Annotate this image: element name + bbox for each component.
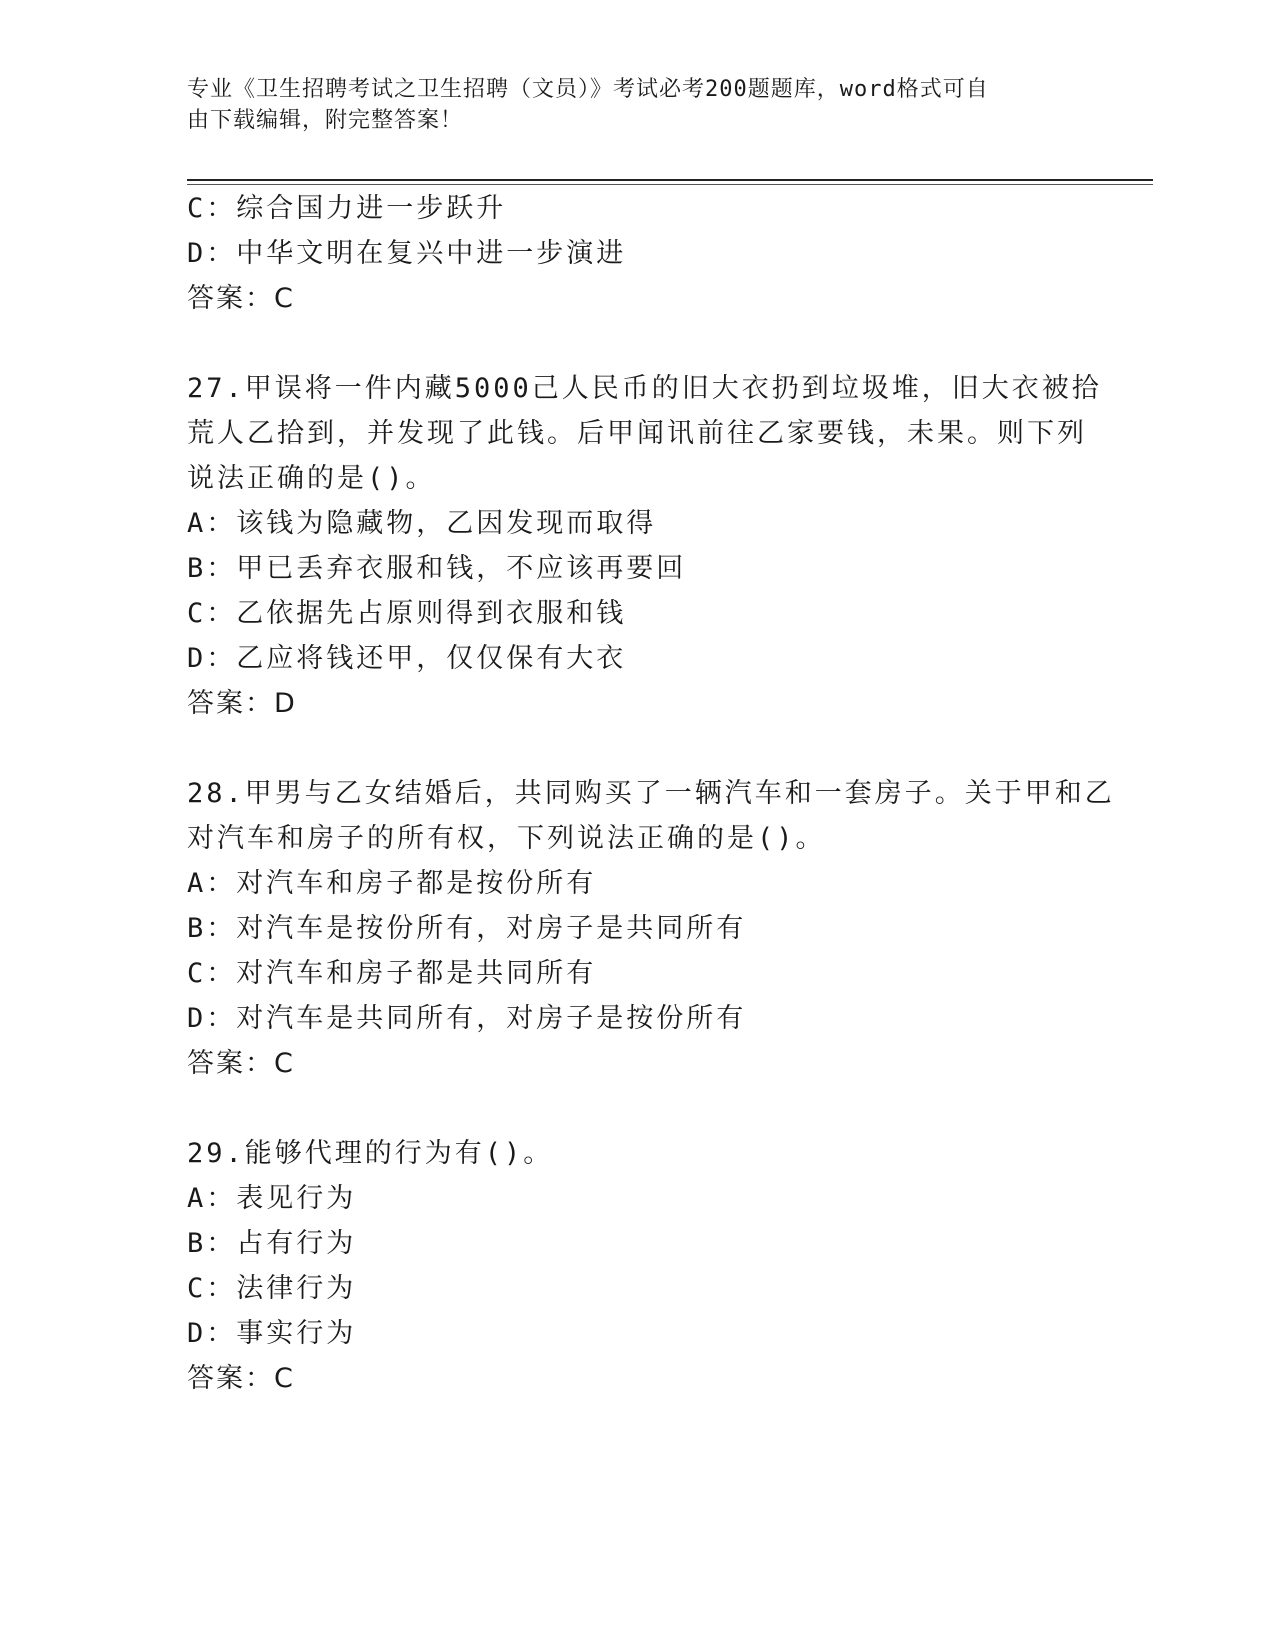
q27-option-b: B：甲已丢弃衣服和钱，不应该再要回	[187, 553, 687, 584]
header-divider-thin	[187, 184, 1153, 185]
q28-stem-line-1: 28.甲男与乙女结婚后，共同购买了一辆汽车和一套房子。关于甲和乙	[187, 778, 1115, 809]
header-divider-thick	[187, 179, 1153, 181]
q26-answer: 答案：C	[187, 283, 295, 314]
q29-stem-line-1: 29.能够代理的行为有()。	[187, 1138, 554, 1169]
q26-option-d: D：中华文明在复兴中进一步演进	[187, 238, 627, 269]
header-line-1: 专业《卫生招聘考试之卫生招聘（文员）》考试必考200题题库，word格式可自	[187, 77, 989, 102]
q28-option-a: A：对汽车和房子都是按份所有	[187, 868, 597, 899]
q27-stem-line-2: 荒人乙拾到，并发现了此钱。后甲闻讯前往乙家要钱，未果。则下列	[187, 418, 1087, 449]
q27-answer: 答案：D	[187, 688, 297, 719]
document-header	[187, 74, 1067, 136]
header-line-2: 由下载编辑，附完整答案！	[187, 108, 464, 133]
q28-option-d: D：对汽车是共同所有，对房子是按份所有	[187, 1003, 747, 1034]
q29-answer: 答案：C	[187, 1363, 295, 1394]
q29-option-c: C：法律行为	[187, 1273, 357, 1304]
q29-option-a: A：表见行为	[187, 1183, 357, 1214]
q27-stem-line-1: 27.甲误将一件内藏5000己人民币的旧大衣扔到垃圾堆，旧大衣被拾	[187, 373, 1102, 404]
q27-option-a: A：该钱为隐藏物，乙因发现而取得	[187, 508, 657, 539]
q27-option-c: C：乙依据先占原则得到衣服和钱	[187, 598, 627, 629]
q27-option-d: D：乙应将钱还甲，仅仅保有大衣	[187, 643, 627, 674]
q27-stem-line-3: 说法正确的是()。	[187, 463, 436, 494]
q28-option-c: C：对汽车和房子都是共同所有	[187, 958, 597, 989]
q28-stem-line-2: 对汽车和房子的所有权，下列说法正确的是()。	[187, 823, 826, 854]
q29-option-b: B：占有行为	[187, 1228, 357, 1259]
q26-option-c: C：综合国力进一步跃升	[187, 193, 507, 224]
q28-answer: 答案：C	[187, 1048, 295, 1079]
q28-option-b: B：对汽车是按份所有，对房子是共同所有	[187, 913, 747, 944]
q29-option-d: D：事实行为	[187, 1318, 357, 1349]
